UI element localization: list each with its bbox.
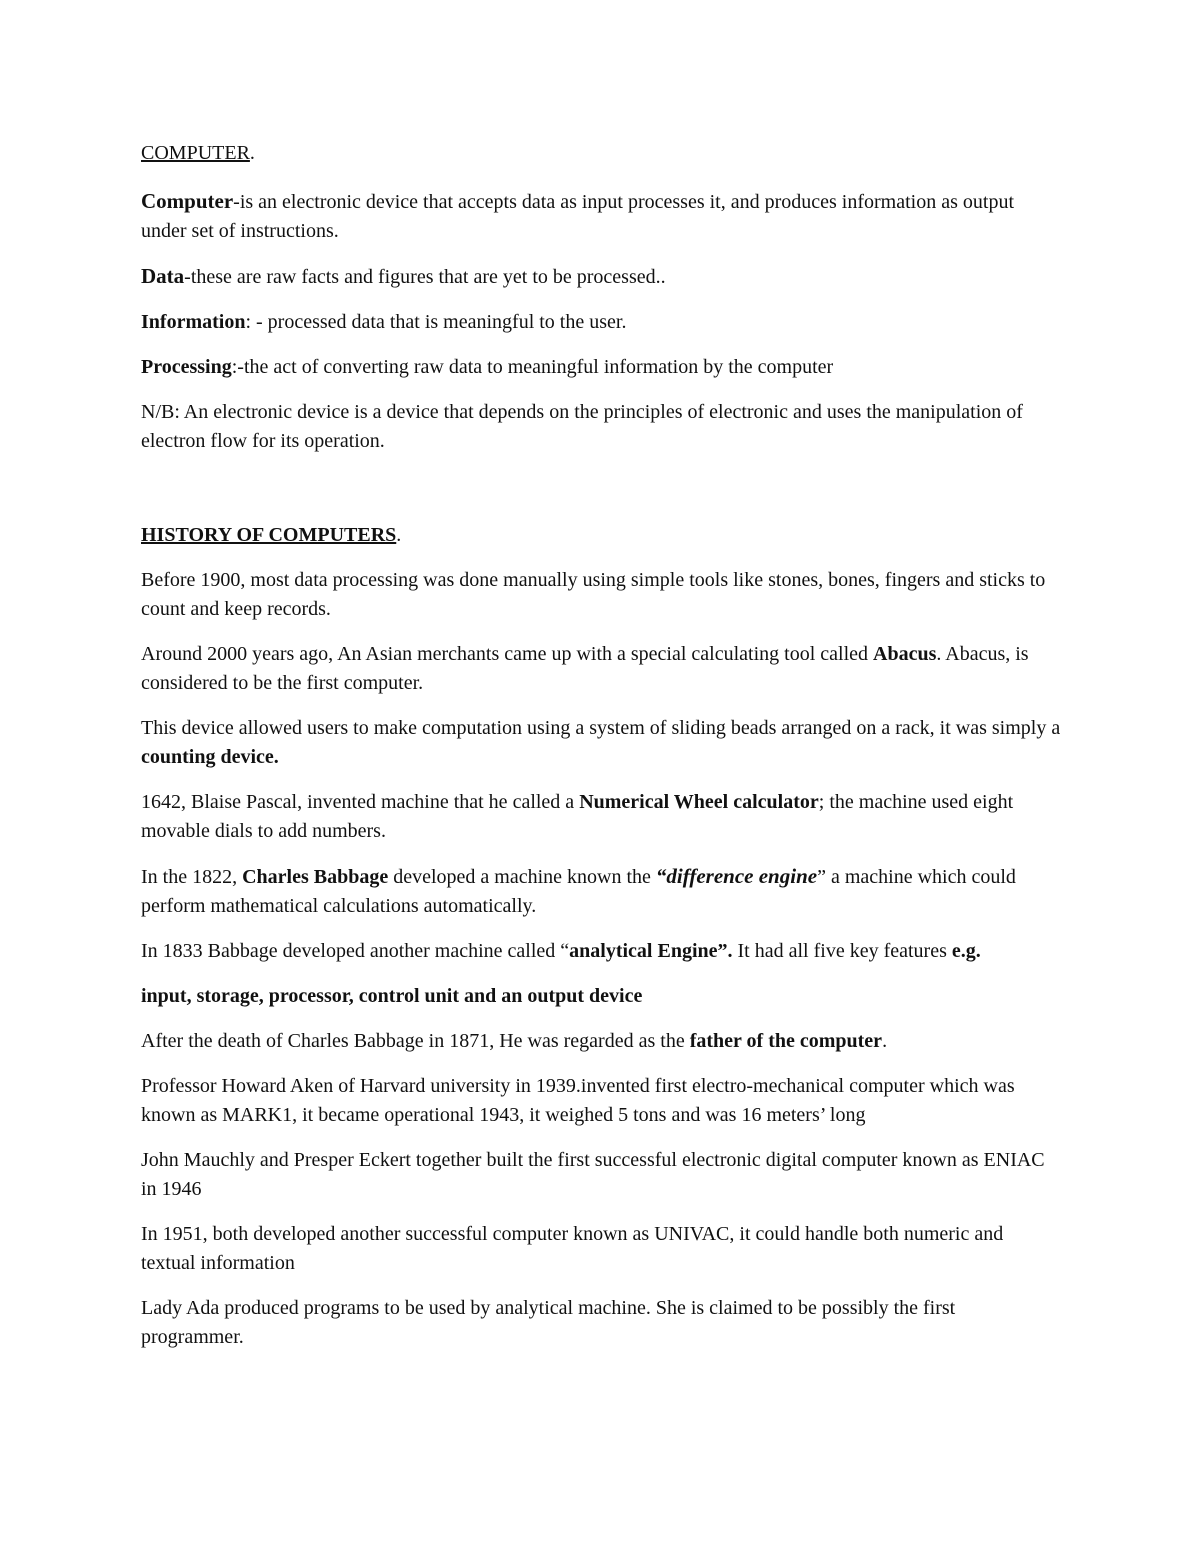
history-paragraph-8-a: After the death of Charles Babbage in 1871, He was regarded as the	[141, 1030, 690, 1052]
history-paragraph-6	[141, 937, 1061, 966]
computer-heading	[141, 138, 1061, 168]
history-paragraph-5	[141, 862, 1061, 921]
information-term: Information	[141, 311, 246, 333]
history-paragraph-3-a: This device allowed users to make computation using a system of sliding beads arranged on a rack, it was simply a	[141, 717, 1061, 739]
history-paragraph-8-c: .	[882, 1030, 888, 1052]
charles-babbage-term: Charles Babbage	[242, 866, 389, 888]
document-content	[141, 138, 1061, 1352]
history-paragraph-6-c: It had all five key features	[732, 940, 952, 962]
history-paragraph-1: Before 1900, most data processing was done manually using simple tools like stones, bones, fingers and sticks to count and keep records.	[141, 569, 1046, 620]
history-paragraph-4	[141, 788, 1061, 846]
eg-term: e.g.	[951, 940, 981, 962]
history-paragraph-2-c: . Abacus, is considered to be the first computer.	[141, 643, 1029, 694]
computer-definition-text: -is an electronic device that accepts data as input processes it, and produces information as output under set of instructions.	[141, 191, 1015, 242]
information-definition	[141, 308, 1061, 337]
computer-heading-text: COMPUTER	[141, 142, 250, 164]
difference-engine-term: “difference engine	[655, 864, 818, 888]
history-paragraph-10: John Mauchly and Presper Eckert together built the first successful electronic digital computer known as ENIAC in 1946	[141, 1149, 1045, 1200]
computer-definition	[141, 187, 1061, 246]
data-definition	[141, 262, 1061, 292]
father-of-computer-term: father of the computer	[689, 1030, 883, 1052]
history-paragraph-8	[141, 1027, 1061, 1056]
history-heading-text: HISTORY OF COMPUTERS	[141, 524, 397, 546]
abacus-term: Abacus	[873, 643, 937, 665]
history-paragraph-3	[141, 714, 1061, 772]
processing-definition-text: :-the act of converting raw data to meaningful information by the computer	[231, 356, 834, 378]
processing-definition	[141, 353, 1061, 382]
history-paragraph-4-c: ; the machine used eight movable dials to add numbers.	[141, 791, 1014, 842]
history-paragraph-5-e: ” a machine which could perform mathematical calculations automatically.	[141, 866, 1016, 917]
history-heading-period: .	[396, 524, 402, 546]
history-paragraph-9: Professor Howard Aken of Harvard university in 1939.invented first electro-mechanical computer which was known as MARK1, it became operational 1943, it weighed 5 tons and was 16 meters’ long	[141, 1075, 1015, 1126]
information-definition-text: : - processed data that is meaningful to the user.	[245, 311, 627, 333]
history-paragraph-11: In 1951, both developed another successful computer known as UNIVAC, it could handle both numeric and textual information	[141, 1223, 1004, 1274]
data-definition-text: -these are raw facts and figures that are yet to be processed..	[184, 266, 666, 288]
computer-heading-period: .	[249, 142, 255, 164]
history-paragraph-7: input, storage, processor, control unit and an output device	[141, 985, 643, 1007]
numerical-wheel-term: Numerical Wheel calculator	[579, 791, 819, 813]
counting-device-term: counting device.	[141, 746, 279, 768]
history-heading	[141, 520, 1061, 550]
analytical-engine-term: analytical Engine”.	[569, 940, 733, 962]
history-paragraph-2-a: Around 2000 years ago, An Asian merchants came up with a special calculating tool called	[141, 643, 874, 665]
data-term: Data	[141, 264, 185, 288]
history-paragraph-5-c: developed a machine known the	[388, 866, 656, 888]
history-paragraph-5-a: In the 1822,	[141, 866, 243, 888]
computer-term: Computer	[141, 189, 234, 213]
history-paragraph-12: Lady Ada produced programs to be used by analytical machine. She is claimed to be possibly the first programmer.	[141, 1297, 956, 1348]
processing-term: Processing	[141, 356, 232, 378]
history-paragraph-6-a: In 1833 Babbage developed another machine called “	[141, 940, 570, 962]
history-paragraph-2	[141, 640, 1061, 698]
nb-note: N/B: An electronic device is a device that depends on the principles of electronic and uses the manipulation of electron flow for its operation.	[141, 401, 1023, 452]
history-paragraph-4-a: 1642, Blaise Pascal, invented machine that he called a	[141, 791, 580, 813]
